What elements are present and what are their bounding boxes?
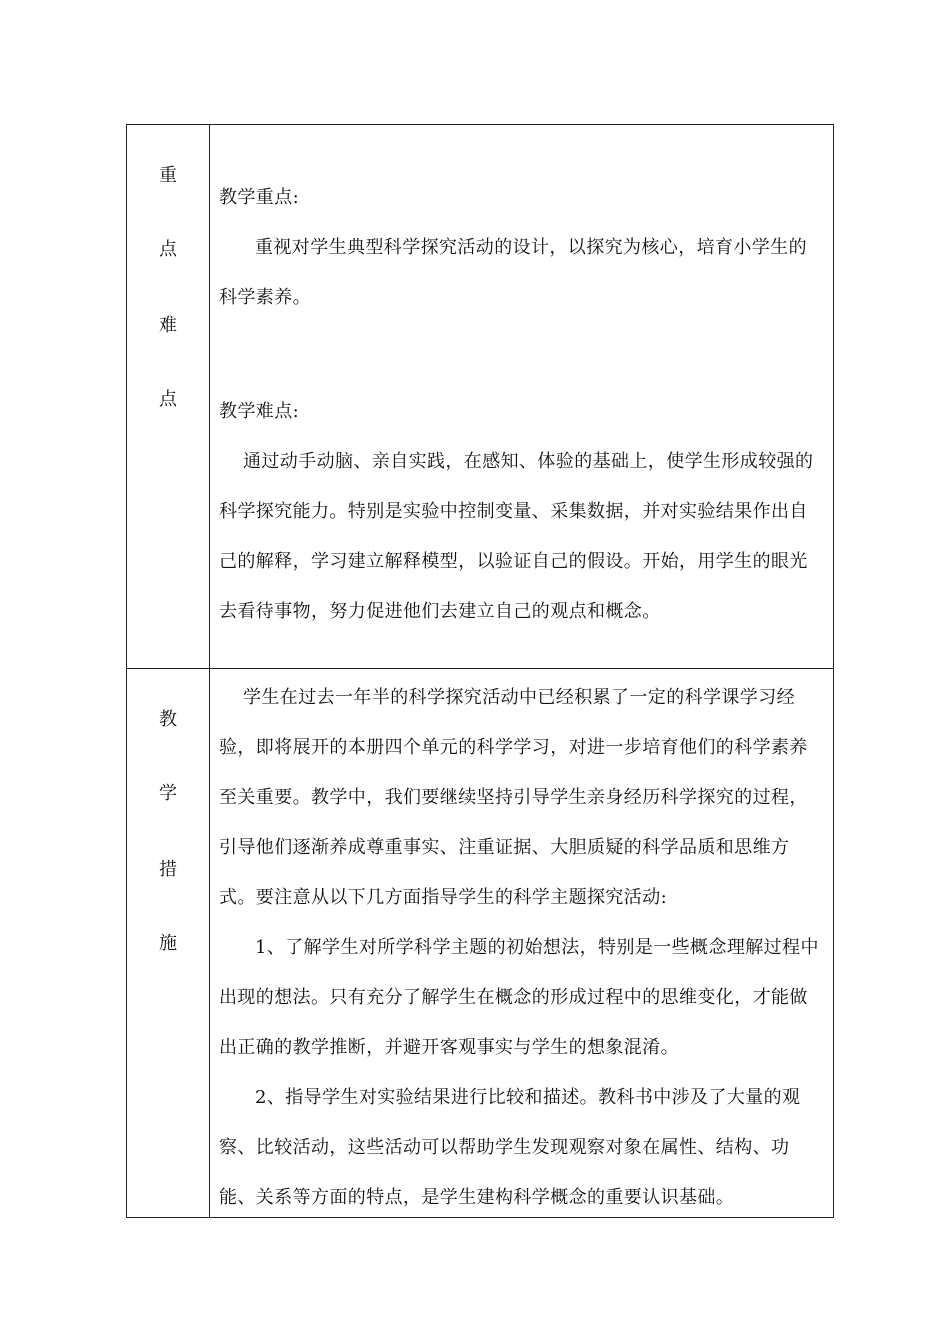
- key-difficulty-content: [219, 173, 823, 637]
- column-divider: [209, 125, 210, 668]
- measures-item-2: 2、指导学生对实验结果进行比较和描述。教科书中涉及了大量的观察、比较活动，这些活动可以帮助学生发现观察对象在属性、结构、功能、关系等方面的特点，是学生建构科学概念的重要认识基础。: [219, 1087, 801, 1208]
- label-char: 学: [159, 783, 177, 804]
- label-char: 施: [159, 933, 177, 954]
- key-difficulty-row: [127, 125, 833, 669]
- column-divider: [209, 669, 210, 1217]
- lesson-plan-table: [126, 124, 834, 1218]
- key-point-heading: 教学重点:: [219, 187, 300, 208]
- difficulty-text: 通过动手动脑、亲自实践，在感知、体验的基础上，使学生形成较强的科学探究能力。特别是实验中控制变量、采集数据，并对实验结果作出自己的解释，学习建立解释模型，以验证自己的假设。开始，用学生的眼光去看待事物，努力促进他们去建立自己的观点和概念。: [219, 451, 814, 622]
- key-point-text: 重视对学生典型科学探究活动的设计，以探究为核心，培育小学生的科学素养。: [219, 237, 807, 308]
- label-char: 措: [159, 859, 177, 880]
- teaching-measures-content: [219, 673, 823, 1223]
- label-char: 重: [159, 165, 177, 186]
- label-char: 教: [159, 709, 177, 730]
- label-char: 点: [159, 389, 177, 410]
- measures-intro: 学生在过去一年半的科学探究活动中已经积累了一定的科学课学习经验，即将展开的本册四个单元的科学学习，对进一步培育他们的科学素养至关重要。教学中，我们要继续坚持引导学生亲身经历科学探究的过程，引导他们逐渐养成尊重事实、注重证据、大胆质疑的科学品质和思维方式。要注意从以下几方面指导学生的科学主题探究活动:: [219, 687, 808, 908]
- difficulty-heading: 教学难点:: [219, 401, 300, 422]
- label-char: 点: [159, 239, 177, 260]
- measures-item-1: 1、了解学生对所学科学主题的初始想法，特别是一些概念理解过程中出现的想法。只有充分了解学生在概念的形成过程中的思维变化，才能做出正确的教学推断，并避开客观事实与学生的想象混淆。: [219, 937, 819, 1058]
- label-char: 难: [159, 315, 177, 336]
- teaching-measures-row: [127, 669, 833, 1217]
